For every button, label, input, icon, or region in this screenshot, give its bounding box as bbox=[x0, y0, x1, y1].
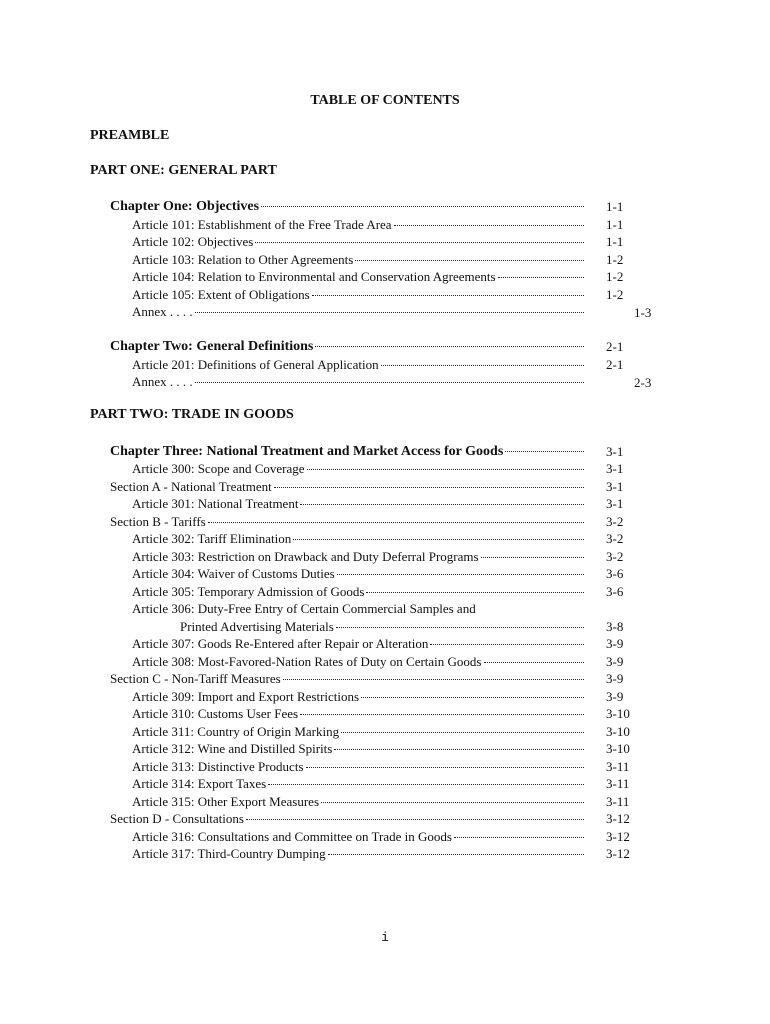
toc-entry-chapter-three bbox=[110, 443, 586, 460]
toc-entry bbox=[132, 530, 586, 547]
leader-dots bbox=[454, 837, 584, 838]
entry-label: Section C - Non-Tariff Measures bbox=[110, 671, 281, 686]
toc-entry bbox=[132, 216, 586, 233]
entry-label: Printed Advertising Materials bbox=[180, 619, 334, 634]
page-number: 3-10 bbox=[606, 724, 630, 739]
entry-label: Article 317: Third-Country Dumping bbox=[132, 846, 326, 861]
leader-dots bbox=[430, 644, 584, 645]
toc-entry bbox=[132, 740, 586, 757]
toc-entry bbox=[132, 775, 586, 792]
entry-label: Article 105: Extent of Obligations bbox=[132, 287, 310, 302]
part-two-heading: PART TWO: TRADE IN GOODS bbox=[90, 407, 294, 422]
leader-dots bbox=[366, 592, 584, 593]
toc-entry-section bbox=[110, 478, 586, 495]
page-number: 3-2 bbox=[606, 514, 624, 529]
entry-label: Article 312: Wine and Distilled Spirits bbox=[132, 741, 333, 756]
page-footer-number: i bbox=[381, 930, 389, 945]
entry-label: Annex . . . . bbox=[132, 304, 193, 319]
leader-dots bbox=[274, 487, 584, 488]
page-number: 2-3 bbox=[634, 375, 652, 390]
page-number: 3-11 bbox=[606, 776, 630, 791]
leader-dots bbox=[321, 802, 584, 803]
leader-dots bbox=[328, 854, 584, 855]
page-number: 3-1 bbox=[606, 444, 624, 459]
page-title: TABLE OF CONTENTS bbox=[310, 93, 460, 108]
entry-label: Article 305: Temporary Admission of Goods bbox=[132, 584, 365, 599]
toc-entry-continued bbox=[180, 618, 586, 635]
page-number: 3-11 bbox=[606, 759, 630, 774]
page-number: 3-10 bbox=[606, 741, 630, 756]
entry-label: Chapter Three: National Treatment and Market Access for Goods bbox=[110, 444, 504, 459]
toc-entry bbox=[132, 583, 586, 600]
toc-entry bbox=[132, 356, 586, 373]
toc-entry bbox=[132, 723, 586, 740]
entry-label: Article 311: Country of Origin Marking bbox=[132, 724, 340, 739]
toc-entry bbox=[132, 635, 586, 652]
entry-label: Article 310: Customs User Fees bbox=[132, 706, 299, 721]
toc-entry-chapter-two bbox=[110, 338, 586, 355]
leader-dots bbox=[394, 225, 584, 226]
page-number: 3-6 bbox=[606, 566, 624, 581]
page-number: 1-1 bbox=[606, 234, 624, 249]
entry-label: Article 102: Objectives bbox=[132, 234, 254, 249]
toc-entry bbox=[132, 548, 586, 565]
page-number: 3-1 bbox=[606, 479, 624, 494]
leader-dots bbox=[255, 242, 584, 243]
page-number: 3-12 bbox=[606, 846, 630, 861]
part-one-heading: PART ONE: GENERAL PART bbox=[90, 163, 277, 178]
toc-entry bbox=[132, 688, 586, 705]
page-number: 1-3 bbox=[634, 305, 652, 320]
entry-label: Article 300: Scope and Coverage bbox=[132, 461, 305, 476]
page-number: 3-12 bbox=[606, 829, 630, 844]
leader-dots bbox=[498, 277, 584, 278]
entry-label: Article 315: Other Export Measures bbox=[132, 794, 320, 809]
toc-entry-section bbox=[110, 513, 586, 530]
toc-entry bbox=[132, 565, 586, 582]
toc-entry bbox=[132, 460, 586, 477]
leader-dots bbox=[505, 451, 584, 452]
entry-label: Section B - Tariffs bbox=[110, 514, 206, 529]
page-number: 1-2 bbox=[606, 287, 624, 302]
page-number: 3-6 bbox=[606, 584, 624, 599]
toc-entry-line: Article 306: Duty-Free Entry of Certain Commercial Samples and bbox=[132, 601, 476, 616]
leader-dots bbox=[300, 504, 584, 505]
page-number: 3-10 bbox=[606, 706, 630, 721]
toc-entry bbox=[132, 705, 586, 722]
toc-entry bbox=[132, 653, 586, 670]
leader-dots bbox=[195, 382, 584, 383]
page-number: 3-8 bbox=[606, 619, 624, 634]
entry-label: Article 304: Waiver of Customs Duties bbox=[132, 566, 335, 581]
leader-dots bbox=[261, 206, 584, 207]
toc-entry bbox=[132, 251, 586, 268]
entry-label: Article 104: Relation to Environmental and Conservation Agreements bbox=[132, 269, 496, 284]
page-number: 3-1 bbox=[606, 461, 624, 476]
entry-label: Article 309: Import and Export Restrictions bbox=[132, 689, 360, 704]
leader-dots bbox=[208, 522, 584, 523]
preamble-heading: PREAMBLE bbox=[90, 128, 170, 143]
leader-dots bbox=[300, 714, 584, 715]
leader-dots bbox=[307, 469, 584, 470]
toc-entry bbox=[132, 793, 586, 810]
entry-label: Section A - National Treatment bbox=[110, 479, 272, 494]
toc-entry-annex bbox=[132, 373, 586, 390]
leader-dots bbox=[341, 732, 584, 733]
entry-label: Article 314: Export Taxes bbox=[132, 776, 267, 791]
toc-entry-section bbox=[110, 810, 586, 827]
entry-label: Chapter One: Objectives bbox=[110, 199, 260, 214]
toc-entry bbox=[132, 828, 586, 845]
leader-dots bbox=[361, 697, 584, 698]
page-number: 3-9 bbox=[606, 689, 624, 704]
page-number: 3-9 bbox=[606, 636, 624, 651]
leader-dots bbox=[283, 679, 584, 680]
leader-dots bbox=[315, 346, 584, 347]
page-number: 3-2 bbox=[606, 531, 624, 546]
entry-label: Article 316: Consultations and Committee on Trade in Goods bbox=[132, 829, 452, 844]
toc-entry bbox=[132, 758, 586, 775]
page-number: 2-1 bbox=[606, 339, 624, 354]
leader-dots bbox=[337, 574, 584, 575]
entry-label: Article 307: Goods Re-Entered after Repair or Alteration bbox=[132, 636, 429, 651]
page-number: 1-2 bbox=[606, 269, 624, 284]
page-number: 3-11 bbox=[606, 794, 630, 809]
leader-dots bbox=[381, 365, 584, 366]
entry-label: Article 303: Restriction on Drawback and Duty Deferral Programs bbox=[132, 549, 479, 564]
entry-label: Article 313: Distinctive Products bbox=[132, 759, 304, 774]
leader-dots bbox=[336, 627, 584, 628]
toc-entry-section bbox=[110, 670, 586, 687]
page-number: 2-1 bbox=[606, 357, 624, 372]
entry-label: Article 103: Relation to Other Agreements bbox=[132, 252, 354, 267]
leader-dots bbox=[355, 260, 584, 261]
page-number: 1-2 bbox=[606, 252, 624, 267]
toc-entry-annex bbox=[132, 303, 586, 320]
page-number: 3-1 bbox=[606, 496, 624, 511]
page-number: 3-2 bbox=[606, 549, 624, 564]
entry-label: Annex . . . . bbox=[132, 374, 193, 389]
toc-entry bbox=[132, 286, 586, 303]
leader-dots bbox=[195, 312, 584, 313]
leader-dots bbox=[268, 784, 584, 785]
entry-label: Article 301: National Treatment bbox=[132, 496, 299, 511]
leader-dots bbox=[484, 662, 585, 663]
leader-dots bbox=[334, 749, 584, 750]
page-number: 1-1 bbox=[606, 217, 624, 232]
entry-label: Article 201: Definitions of General Application bbox=[132, 357, 379, 372]
leader-dots bbox=[481, 557, 584, 558]
toc-entry bbox=[132, 495, 586, 512]
page-number: 3-9 bbox=[606, 671, 624, 686]
page-number: 1-1 bbox=[606, 199, 624, 214]
leader-dots bbox=[293, 539, 584, 540]
leader-dots bbox=[312, 295, 584, 296]
entry-label: Article 101: Establishment of the Free Trade Area bbox=[132, 217, 392, 232]
toc-entry bbox=[132, 233, 586, 250]
leader-dots bbox=[306, 767, 584, 768]
toc-entry-chapter-one bbox=[110, 198, 586, 215]
leader-dots bbox=[246, 819, 584, 820]
entry-label: Chapter Two: General Definitions bbox=[110, 339, 314, 354]
page-number: 3-12 bbox=[606, 811, 630, 826]
entry-label: Section D - Consultations bbox=[110, 811, 244, 826]
page-number: 3-9 bbox=[606, 654, 624, 669]
toc-entry bbox=[132, 268, 586, 285]
toc-entry bbox=[132, 845, 586, 862]
entry-label: Article 308: Most-Favored-Nation Rates of Duty on Certain Goods bbox=[132, 654, 482, 669]
entry-label: Article 302: Tariff Elimination bbox=[132, 531, 292, 546]
